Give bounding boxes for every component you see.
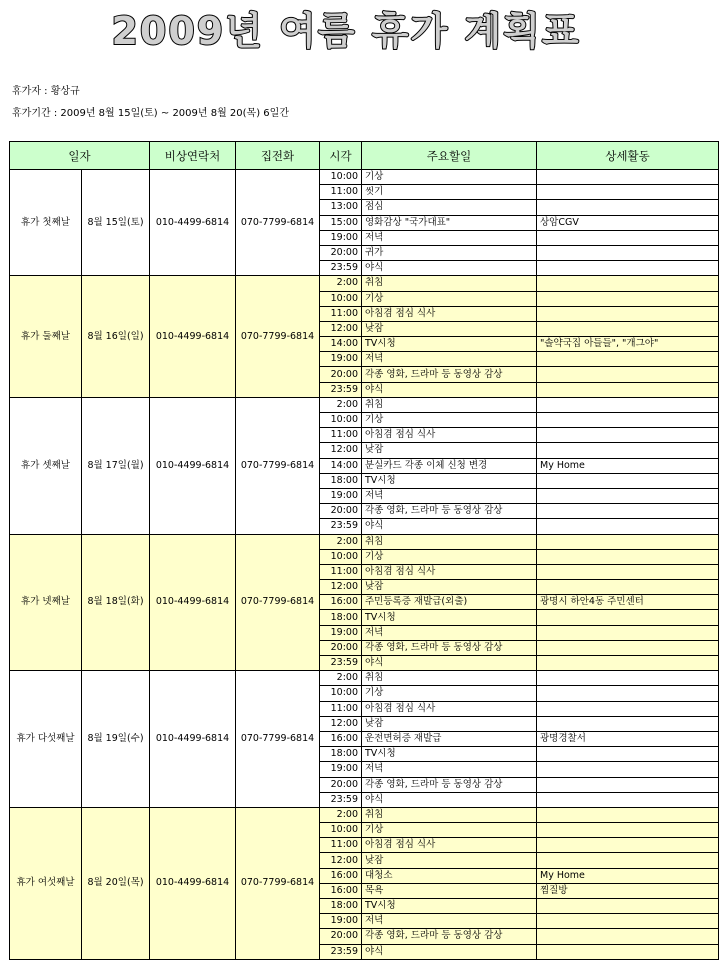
emergency-phone: 010-4499-6814 [150, 397, 236, 534]
emergency-phone: 010-4499-6814 [150, 671, 236, 808]
time-cell: 23:59 [320, 792, 362, 807]
home-phone: 070-7799-6814 [236, 276, 320, 398]
detail-cell [537, 170, 719, 185]
time-cell: 14:00 [320, 337, 362, 352]
detail-cell [537, 747, 719, 762]
detail-cell: 광명경찰서 [537, 731, 719, 746]
time-cell: 10:00 [320, 413, 362, 428]
day-label: 휴가 넷째날 [10, 534, 82, 671]
task-cell: 취침 [362, 276, 537, 291]
detail-cell [537, 640, 719, 655]
task-cell: 기상 [362, 823, 537, 838]
time-cell: 11:00 [320, 701, 362, 716]
detail-cell [537, 473, 719, 488]
time-cell: 12:00 [320, 443, 362, 458]
task-cell: 아침겸 점심 식사 [362, 306, 537, 321]
task-cell: 야식 [362, 656, 537, 671]
time-cell: 2:00 [320, 276, 362, 291]
detail-cell [537, 488, 719, 503]
task-cell: 각종 영화, 드라마 등 동영상 감상 [362, 367, 537, 382]
time-cell: 18:00 [320, 610, 362, 625]
detail-cell [537, 534, 719, 549]
detail-cell [537, 899, 719, 914]
detail-cell [537, 230, 719, 245]
detail-cell: "솔약국집 아들들", "개그야" [537, 337, 719, 352]
detail-cell [537, 807, 719, 822]
time-cell: 2:00 [320, 397, 362, 412]
detail-cell [537, 625, 719, 640]
day-label: 휴가 둘째날 [10, 276, 82, 398]
detail-cell [537, 245, 719, 260]
task-cell: 낮잠 [362, 716, 537, 731]
time-cell: 19:00 [320, 625, 362, 640]
day-date: 8월 17일(월) [82, 397, 150, 534]
time-cell: 23:59 [320, 261, 362, 276]
task-cell: 저녁 [362, 230, 537, 245]
schedule-table [9, 141, 719, 960]
time-cell: 10:00 [320, 291, 362, 306]
task-cell: 낮잠 [362, 321, 537, 336]
task-cell: 취침 [362, 397, 537, 412]
day-date: 8월 18일(화) [82, 534, 150, 671]
detail-cell [537, 610, 719, 625]
time-cell: 23:59 [320, 944, 362, 959]
day-date: 8월 15일(토) [82, 170, 150, 276]
time-cell: 19:00 [320, 230, 362, 245]
day-label: 휴가 다섯째날 [10, 671, 82, 808]
time-cell: 16:00 [320, 731, 362, 746]
emergency-phone: 010-4499-6814 [150, 276, 236, 398]
detail-cell [537, 564, 719, 579]
task-cell: 취침 [362, 534, 537, 549]
time-cell: 18:00 [320, 747, 362, 762]
time-cell: 14:00 [320, 458, 362, 473]
time-cell: 11:00 [320, 185, 362, 200]
header-emergency: 비상연락처 [150, 142, 236, 170]
detail-cell [537, 823, 719, 838]
detail-cell [537, 549, 719, 564]
table-row [10, 276, 719, 291]
detail-cell [537, 291, 719, 306]
detail-cell [537, 397, 719, 412]
header-row [10, 142, 719, 170]
task-cell: 야식 [362, 792, 537, 807]
time-cell: 10:00 [320, 170, 362, 185]
task-cell: 운전면허증 재발급 [362, 731, 537, 746]
task-cell: 취침 [362, 807, 537, 822]
task-cell: TV시청 [362, 899, 537, 914]
task-cell: 영화감상 "국가대표" [362, 215, 537, 230]
detail-cell [537, 428, 719, 443]
detail-cell [537, 443, 719, 458]
task-cell: 야식 [362, 944, 537, 959]
task-cell: 취침 [362, 671, 537, 686]
task-cell: TV시청 [362, 337, 537, 352]
detail-cell [537, 185, 719, 200]
table-row [10, 170, 719, 185]
time-cell: 11:00 [320, 306, 362, 321]
task-cell: 각종 영화, 드라마 등 동영상 감상 [362, 504, 537, 519]
time-cell: 19:00 [320, 488, 362, 503]
task-cell: 야식 [362, 519, 537, 534]
detail-cell [537, 321, 719, 336]
time-cell: 11:00 [320, 428, 362, 443]
time-cell: 10:00 [320, 686, 362, 701]
detail-cell [537, 306, 719, 321]
header-detail: 상세활동 [537, 142, 719, 170]
time-cell: 2:00 [320, 807, 362, 822]
day-label: 휴가 첫째날 [10, 170, 82, 276]
task-cell: 점심 [362, 200, 537, 215]
day-label: 휴가 셋째날 [10, 397, 82, 534]
time-cell: 20:00 [320, 367, 362, 382]
detail-cell [537, 929, 719, 944]
header-main: 주요할일 [362, 142, 537, 170]
table-row [10, 534, 719, 549]
detail-cell [537, 777, 719, 792]
detail-cell [537, 656, 719, 671]
detail-cell [537, 519, 719, 534]
task-cell: TV시청 [362, 610, 537, 625]
home-phone: 070-7799-6814 [236, 671, 320, 808]
home-phone: 070-7799-6814 [236, 534, 320, 671]
task-cell: 저녁 [362, 914, 537, 929]
task-cell: 각종 영화, 드라마 등 동영상 감상 [362, 777, 537, 792]
detail-cell [537, 716, 719, 731]
detail-cell [537, 413, 719, 428]
title-banner [0, 0, 720, 58]
detail-cell: My Home [537, 458, 719, 473]
detail-cell [537, 671, 719, 686]
time-cell: 12:00 [320, 853, 362, 868]
detail-cell [537, 686, 719, 701]
vacationer-line: 휴가자 : 황상규 [12, 86, 80, 97]
task-cell: 아침겸 점심 식사 [362, 428, 537, 443]
task-cell: 아침겸 점심 식사 [362, 564, 537, 579]
table-row [10, 671, 719, 686]
time-cell: 2:00 [320, 534, 362, 549]
detail-cell [537, 504, 719, 519]
task-cell: 기상 [362, 413, 537, 428]
header-date: 일자 [10, 142, 150, 170]
period-line: 휴가기간 : 2009년 8월 15일(토) ~ 2009년 8월 20(목) 6일간 [12, 108, 289, 119]
detail-cell [537, 838, 719, 853]
task-cell: 저녁 [362, 488, 537, 503]
time-cell: 12:00 [320, 321, 362, 336]
task-cell: 기상 [362, 686, 537, 701]
task-cell: 저녁 [362, 762, 537, 777]
detail-cell [537, 914, 719, 929]
time-cell: 16:00 [320, 883, 362, 898]
time-cell: 19:00 [320, 352, 362, 367]
detail-cell: 상암CGV [537, 215, 719, 230]
task-cell: 씻기 [362, 185, 537, 200]
task-cell: 저녁 [362, 352, 537, 367]
detail-cell [537, 261, 719, 276]
time-cell: 23:59 [320, 382, 362, 397]
task-cell: TV시청 [362, 747, 537, 762]
time-cell: 16:00 [320, 595, 362, 610]
detail-cell [537, 701, 719, 716]
header-home: 집전화 [236, 142, 320, 170]
task-cell: 기상 [362, 549, 537, 564]
task-cell: 야식 [362, 261, 537, 276]
detail-cell [537, 792, 719, 807]
detail-cell [537, 762, 719, 777]
day-label: 휴가 여섯째날 [10, 807, 82, 959]
detail-cell [537, 580, 719, 595]
day-date: 8월 16일(일) [82, 276, 150, 398]
task-cell: 각종 영화, 드라마 등 동영상 감상 [362, 640, 537, 655]
header-time: 시각 [320, 142, 362, 170]
time-cell: 12:00 [320, 580, 362, 595]
detail-cell [537, 276, 719, 291]
home-phone: 070-7799-6814 [236, 807, 320, 959]
detail-cell [537, 853, 719, 868]
table-row [10, 807, 719, 822]
detail-cell [537, 382, 719, 397]
task-cell: 기상 [362, 291, 537, 306]
time-cell: 15:00 [320, 215, 362, 230]
task-cell: 낮잠 [362, 853, 537, 868]
time-cell: 10:00 [320, 549, 362, 564]
detail-cell: My Home [537, 868, 719, 883]
time-cell: 12:00 [320, 716, 362, 731]
detail-cell [537, 944, 719, 959]
time-cell: 2:00 [320, 671, 362, 686]
time-cell: 23:59 [320, 519, 362, 534]
time-cell: 10:00 [320, 823, 362, 838]
task-cell: 대청소 [362, 868, 537, 883]
day-date: 8월 19일(수) [82, 671, 150, 808]
time-cell: 11:00 [320, 564, 362, 579]
task-cell: 목욕 [362, 883, 537, 898]
time-cell: 16:00 [320, 868, 362, 883]
task-cell: TV시청 [362, 473, 537, 488]
task-cell: 기상 [362, 170, 537, 185]
home-phone: 070-7799-6814 [236, 397, 320, 534]
detail-cell [537, 367, 719, 382]
time-cell: 13:00 [320, 200, 362, 215]
task-cell: 아침겸 점심 식사 [362, 838, 537, 853]
emergency-phone: 010-4499-6814 [150, 534, 236, 671]
detail-cell: 광명시 하안4동 주민센터 [537, 595, 719, 610]
time-cell: 11:00 [320, 838, 362, 853]
task-cell: 분실카드 각종 이체 신청 변경 [362, 458, 537, 473]
time-cell: 23:59 [320, 656, 362, 671]
detail-cell: 찜질방 [537, 883, 719, 898]
table-row [10, 397, 719, 412]
time-cell: 18:00 [320, 899, 362, 914]
day-date: 8월 20일(목) [82, 807, 150, 959]
emergency-phone: 010-4499-6814 [150, 170, 236, 276]
home-phone: 070-7799-6814 [236, 170, 320, 276]
task-cell: 주민등록증 재발급(외출) [362, 595, 537, 610]
time-cell: 20:00 [320, 504, 362, 519]
task-cell: 저녁 [362, 625, 537, 640]
time-cell: 20:00 [320, 929, 362, 944]
time-cell: 20:00 [320, 777, 362, 792]
detail-cell [537, 352, 719, 367]
task-cell: 야식 [362, 382, 537, 397]
emergency-phone: 010-4499-6814 [150, 807, 236, 959]
task-cell: 각종 영화, 드라마 등 동영상 감상 [362, 929, 537, 944]
time-cell: 20:00 [320, 640, 362, 655]
task-cell: 귀가 [362, 245, 537, 260]
page-title: 2009년 여름 휴가 계획표 [111, 9, 581, 53]
task-cell: 아침겸 점심 식사 [362, 701, 537, 716]
time-cell: 19:00 [320, 914, 362, 929]
time-cell: 18:00 [320, 473, 362, 488]
task-cell: 낮잠 [362, 580, 537, 595]
time-cell: 19:00 [320, 762, 362, 777]
time-cell: 20:00 [320, 245, 362, 260]
detail-cell [537, 200, 719, 215]
task-cell: 낮잠 [362, 443, 537, 458]
